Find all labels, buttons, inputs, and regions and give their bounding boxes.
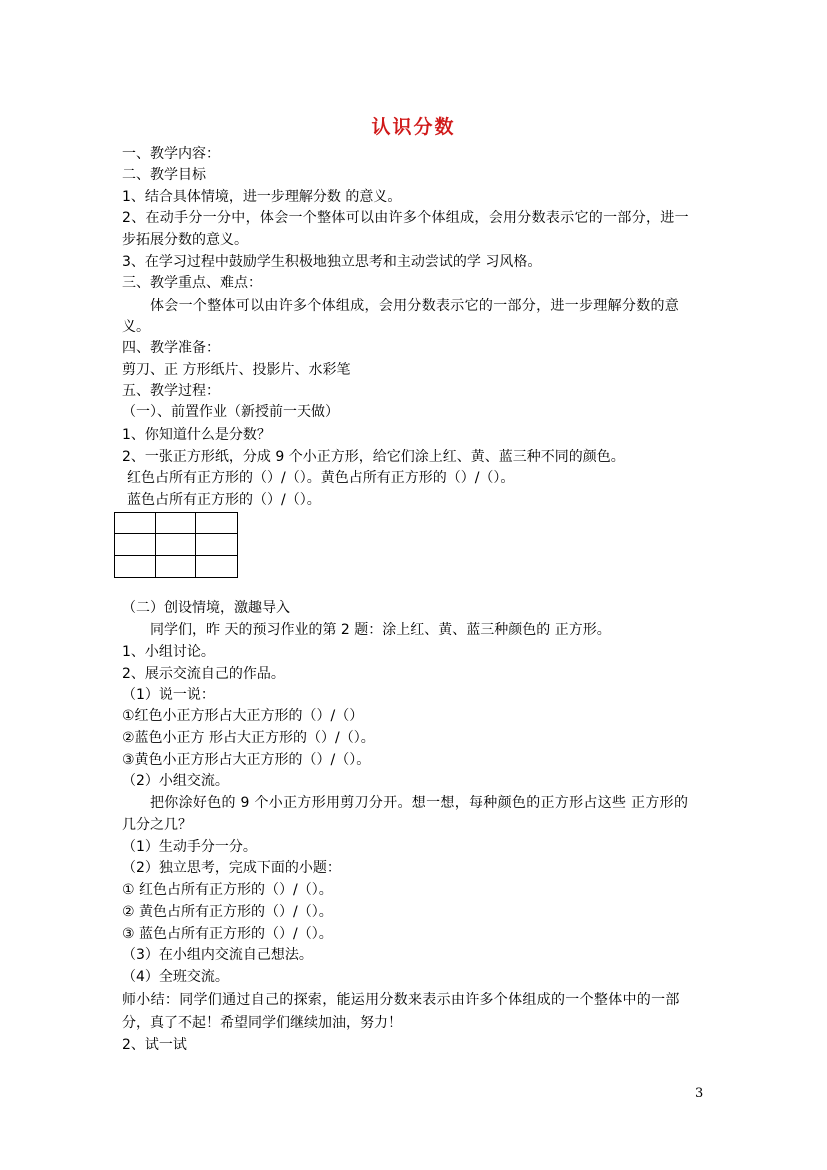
text-line: 五、教学过程： [122, 383, 220, 399]
text-line: 1、结合具体情境，进一步理解分数 的意义。 [122, 189, 402, 205]
text-line: 把你涂好色的 9 个小正方形用剪刀分开。想一想，每种颜色的正方形占这些 正方形的 [150, 795, 689, 811]
text-line: 3、在学习过程中鼓励学生积极地独立思考和主动尝试的学 习风格。 [122, 254, 542, 270]
text-line: 蓝色占所有正方形的（）/（）。 [127, 492, 321, 508]
text-line: 同学们，昨 天的预习作业的第 2 题：涂上红、黄、蓝三种颜色的 正方形。 [150, 622, 611, 638]
text-line: ② 黄色占所有正方形的（）/（）。 [122, 904, 333, 920]
text-line: 义。 [122, 319, 150, 335]
grid-cell [115, 534, 156, 555]
document-title: 认识分数 [371, 116, 456, 138]
text-line: 2、在动手分一分中，体会一个整体可以由许多个体组成，会用分数表示它的一部分，进一 [122, 210, 689, 226]
text-line: 1、你知道什么是分数？ [122, 427, 271, 443]
text-line: 几分之几？ [122, 817, 192, 833]
text-line: 红色占所有正方形的（）/（）。黄色占所有正方形的（）/（）。 [127, 470, 515, 486]
text-line: 2、一张正方形纸，分成 9 个小正方形，给它们涂上红、黄、蓝三种不同的颜色。 [122, 449, 625, 465]
text-line: ③ 蓝色占所有正方形的（）/（）。 [122, 926, 333, 942]
text-line: 师小结：同学们通过自己的探索，能运用分数来表示由许多个体组成的一个整体中的一部 [122, 992, 680, 1008]
grid-cell [156, 513, 197, 534]
text-line: 四、教学准备： [122, 340, 220, 356]
text-line: （4）全班交流。 [122, 969, 229, 985]
text-line: （一）、前置作业（新授前一天做） [122, 404, 339, 420]
text-line: ① 红色占所有正方形的（）/（）。 [122, 882, 333, 898]
text-line: 一、教学内容： [122, 146, 220, 162]
grid-cell [196, 513, 237, 534]
grid-cell [196, 534, 237, 555]
nine-square-grid [114, 512, 238, 578]
grid-cell [196, 556, 237, 577]
text-line: （2）独立思考，完成下面的小题： [122, 860, 341, 876]
page-number: 3 [695, 1086, 704, 1101]
text-line: （3）在小组内交流自己想法。 [122, 947, 313, 963]
text-line: 步拓展分数的意义。 [122, 232, 248, 248]
grid-cell [156, 556, 197, 577]
grid-cell [156, 534, 197, 555]
text-line: （1）说一说： [122, 687, 215, 703]
text-line: 1、小组讨论。 [122, 644, 215, 660]
text-line: ②蓝色小正方 形占大正方形的（）/（）。 [122, 730, 375, 746]
text-line: ①红色小正方形占大正方形的（）/（） [122, 708, 364, 724]
text-line: 分，真了不起！希望同学们继续加油，努力！ [122, 1015, 402, 1031]
text-line: 体会一个整体可以由许多个体组成，会用分数表示它的一部分，进一步理解分数的意 [150, 298, 680, 314]
grid-cell [115, 513, 156, 534]
text-line: 剪刀、正 方形纸片、投影片、水彩笔 [122, 362, 351, 378]
text-line: 三、教学重点、难点： [122, 275, 262, 291]
text-line: （2）小组交流。 [122, 773, 229, 789]
text-line: 二、教学目标 [122, 167, 206, 183]
grid-cell [115, 556, 156, 577]
text-line: ③黄色小正方形占大正方形的（）/（）。 [122, 752, 371, 768]
text-line: 2、试一试 [122, 1037, 187, 1053]
text-line: 2、展示交流自己的作品。 [122, 666, 285, 682]
text-line: （1）生动手分一分。 [122, 839, 257, 855]
text-line: （二）创设情境，激趣导入 [122, 600, 290, 616]
